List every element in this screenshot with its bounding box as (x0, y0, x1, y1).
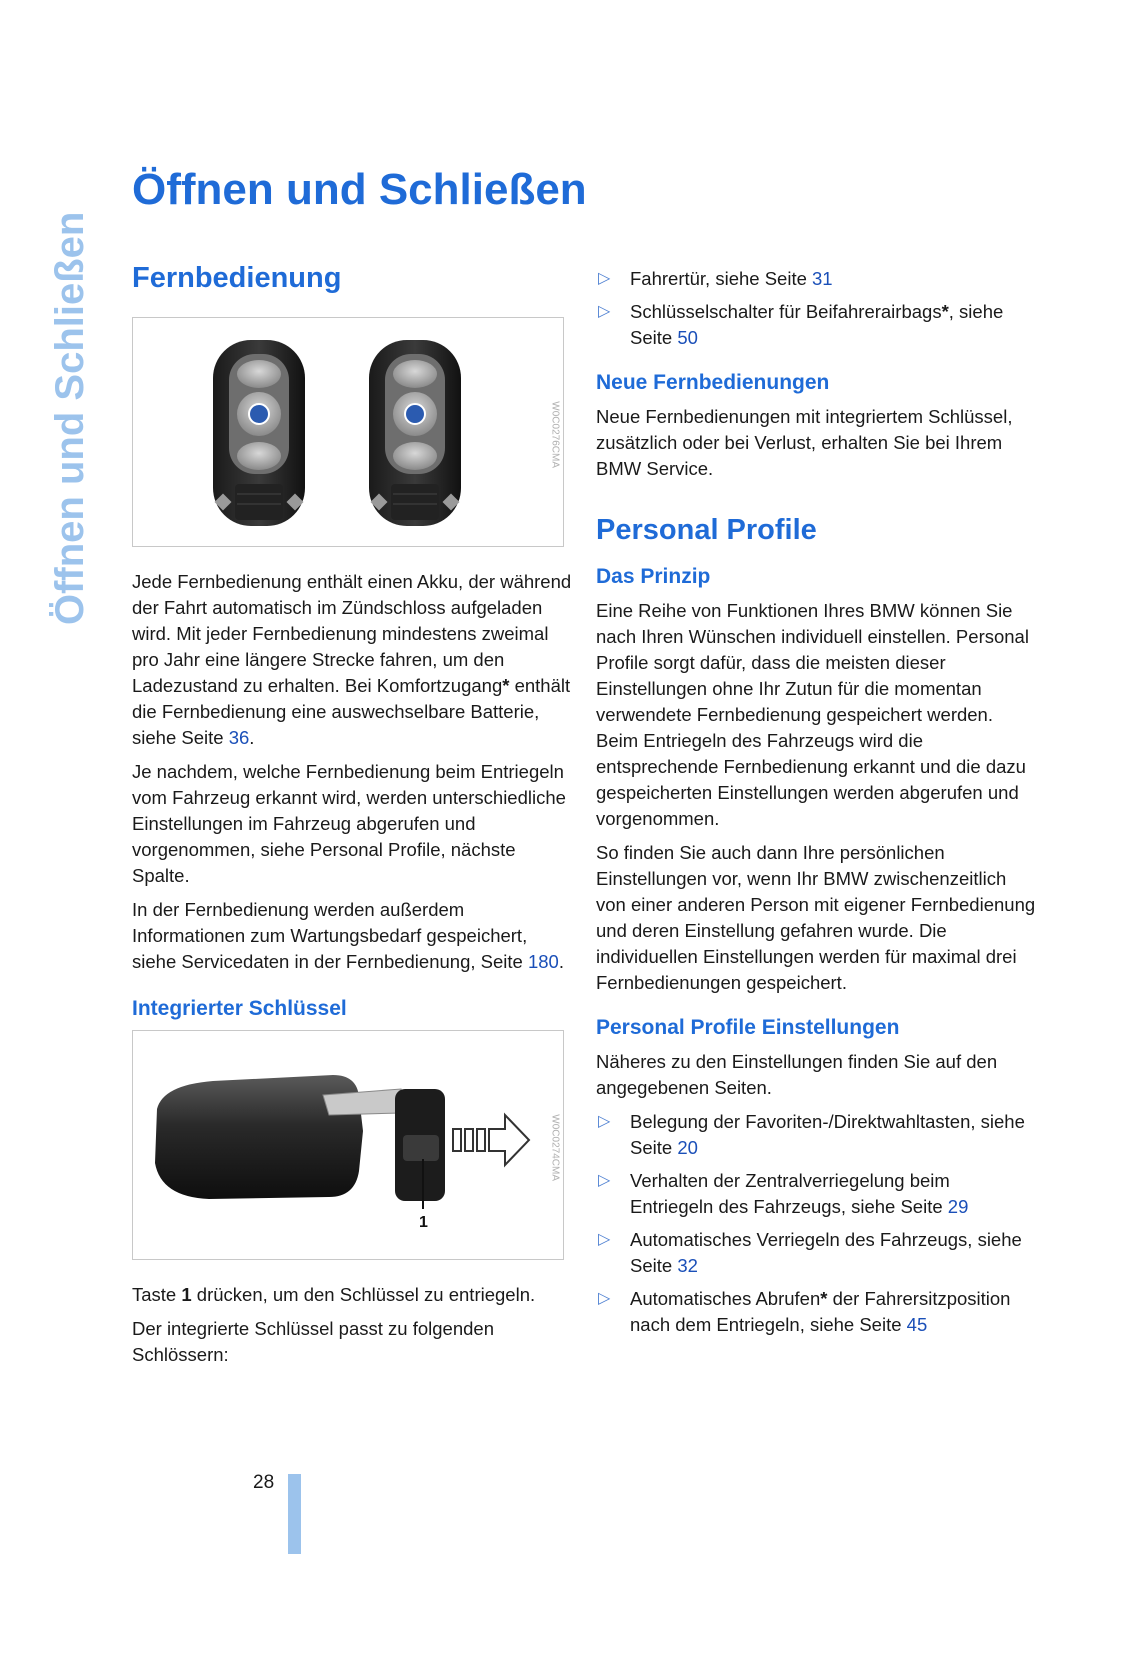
list-item-after: , siehe Seite (630, 301, 1004, 348)
page-link[interactable]: 20 (677, 1137, 698, 1158)
list-item-text: Automatisches Verriegeln des Fahrzeugs, siehe Seite (630, 1229, 1022, 1276)
paragraph-taste-c: drücken, um den Schlüssel zu entriegeln. (191, 1284, 536, 1305)
paragraph-akku-tail: enthält die Fernbedienung eine auswechselbare Batterie, siehe Seite (132, 675, 571, 748)
list-item-text: Schlüsselschalter für Beifahrerairbags (630, 301, 942, 322)
heading-integrierter-schluessel: Integrierter Schlüssel (132, 997, 347, 1020)
page-link-36[interactable]: 36 (228, 727, 250, 748)
list-item-after: der Fahrersitzposition nach dem Entriegeln, siehe Seite (630, 1288, 1011, 1335)
heading-das-prinzip: Das Prinzip (596, 565, 711, 588)
paragraph-einstellungen-intro: Näheres zu den Einstellungen finden Sie auf den angegebenen Seiten. (596, 1051, 998, 1098)
paragraph-neue: Neue Fernbedienungen mit integriertem Schlüssel, zusätzlich oder bei Verlust, erhalten Sie bei Ihrem BMW Service. (596, 406, 1013, 479)
page-title: Öffnen und Schließen (132, 165, 587, 214)
triangle-right-icon: ▷ (598, 1231, 611, 1248)
list-item-text: Fahrertür, siehe Seite (630, 268, 813, 289)
paragraph-akku (132, 569, 572, 751)
triangle-right-icon: ▷ (598, 1113, 611, 1130)
figure-code: W0C0274CMA (550, 1114, 561, 1181)
triangle-right-icon: ▷ (598, 270, 611, 287)
period: . (249, 727, 255, 748)
paragraph-wartung-text: In der Fernbedienung werden außerdem Informationen zum Wartungsbedarf gespeichert, siehe Servicedaten in der Fernbedienung, Seite (132, 899, 528, 972)
paragraph-taste-a: Taste (132, 1284, 182, 1305)
list-item (596, 299, 1036, 351)
asterisk-marker: * (820, 1288, 828, 1309)
paragraph-einstellungen: Je nachdem, welche Fernbedienung beim Entriegeln vom Fahrzeug erkannt wird, werden unterschiedliche Einstellungen im Fahrzeug abgerufen und vorgenommen, siehe Personal Profile, nächste Spalte. (132, 761, 566, 886)
heading-personal-profile: Personal Profile (596, 514, 817, 546)
list-item (596, 266, 1036, 292)
paragraph-akku-text: Jede Fernbedienung enthält einen Akku, der während der Fahrt automatisch im Zündschloss aufgeladen wird. Mit jeder Fernbedienung mindestens zweimal pro Jahr eine längere Strecke fahren, um den Ladezustand zu erhalten. Bei Komfortzugang (132, 571, 572, 696)
list-item-text: Automatisches Abrufen (630, 1288, 821, 1309)
remote-key-left (213, 340, 305, 526)
list-item (596, 1109, 1036, 1161)
triangle-right-icon: ▷ (598, 303, 611, 320)
list-item (596, 1168, 1036, 1220)
heading-fernbedienung: Fernbedienung (132, 262, 342, 294)
list-item-text: Verhalten der Zentralverriegelung beim Entriegeln des Fahrzeugs, siehe Seite (630, 1170, 950, 1217)
asterisk-marker: * (502, 675, 510, 696)
page-number: 28 (253, 1472, 275, 1493)
paragraph-prinzip-1: Eine Reihe von Funktionen Ihres BMW können Sie nach Ihren Wünschen individuell einstellen. Personal Profile sorgt dafür, dass die meisten dieser Einstellungen ohne Ihr Zutun für die momentan verwendete Fernbedienung gespeichert werden. Beim Entriegeln des Fahrzeugs wird die entsprechende Fernbedienung erkannt und die dazu gespeicherten Einstellungen werden abgerufen und vorgenommen. (596, 600, 1029, 829)
callout-number: 1 (419, 1214, 428, 1231)
page-link-180[interactable]: 180 (527, 951, 559, 972)
list-item-text: Belegung der Favoriten-/Direktwahltasten, siehe Seite (630, 1111, 1025, 1158)
triangle-right-icon: ▷ (598, 1172, 611, 1189)
heading-personal-profile-einstellungen: Personal Profile Einstellungen (596, 1016, 900, 1039)
page-marker-bar (288, 1474, 301, 1554)
paragraph-taste (132, 1282, 572, 1308)
page-link[interactable]: 31 (812, 268, 833, 289)
page-link[interactable]: 45 (906, 1314, 928, 1335)
remote-key-right (369, 340, 461, 526)
paragraph-prinzip-2: So finden Sie auch dann Ihre persönlichen Einstellungen vor, wenn Ihr BMW zwischenzeitlich von einer anderen Person mit eigener Fernbedienung und deren Einstellung gefahren wurde. Die individuellen Einstellungen werden für maximal drei Fernbedienungen gespeichert. (596, 842, 1036, 993)
paragraph-wartung (132, 897, 572, 975)
page-link[interactable]: 50 (677, 327, 698, 348)
page-link[interactable]: 32 (677, 1255, 698, 1276)
right-column (596, 266, 1036, 1346)
period: . (558, 951, 564, 972)
remote-keys-illustration (133, 318, 563, 546)
settings-list (596, 1109, 1036, 1338)
left-column (132, 262, 572, 1376)
callout-ref: 1 (181, 1284, 192, 1305)
asterisk-marker: * (941, 301, 949, 322)
integrated-key-illustration (133, 1031, 563, 1259)
figure-code: W0C0276CMA (550, 401, 561, 468)
side-chapter-title: Öffnen und Schließen (48, 211, 92, 625)
list-item (596, 1227, 1036, 1279)
heading-neue-fernbedienungen: Neue Fernbedienungen (596, 371, 830, 394)
triangle-right-icon: ▷ (598, 1290, 611, 1307)
integrated-key-figure (132, 1030, 564, 1260)
paragraph-schloesser: Der integrierte Schlüssel passt zu folgenden Schlössern: (132, 1318, 494, 1365)
page-link[interactable]: 29 (947, 1196, 969, 1217)
list-item (596, 1286, 1036, 1338)
remote-keys-figure (132, 317, 564, 547)
lock-list (596, 266, 1036, 351)
